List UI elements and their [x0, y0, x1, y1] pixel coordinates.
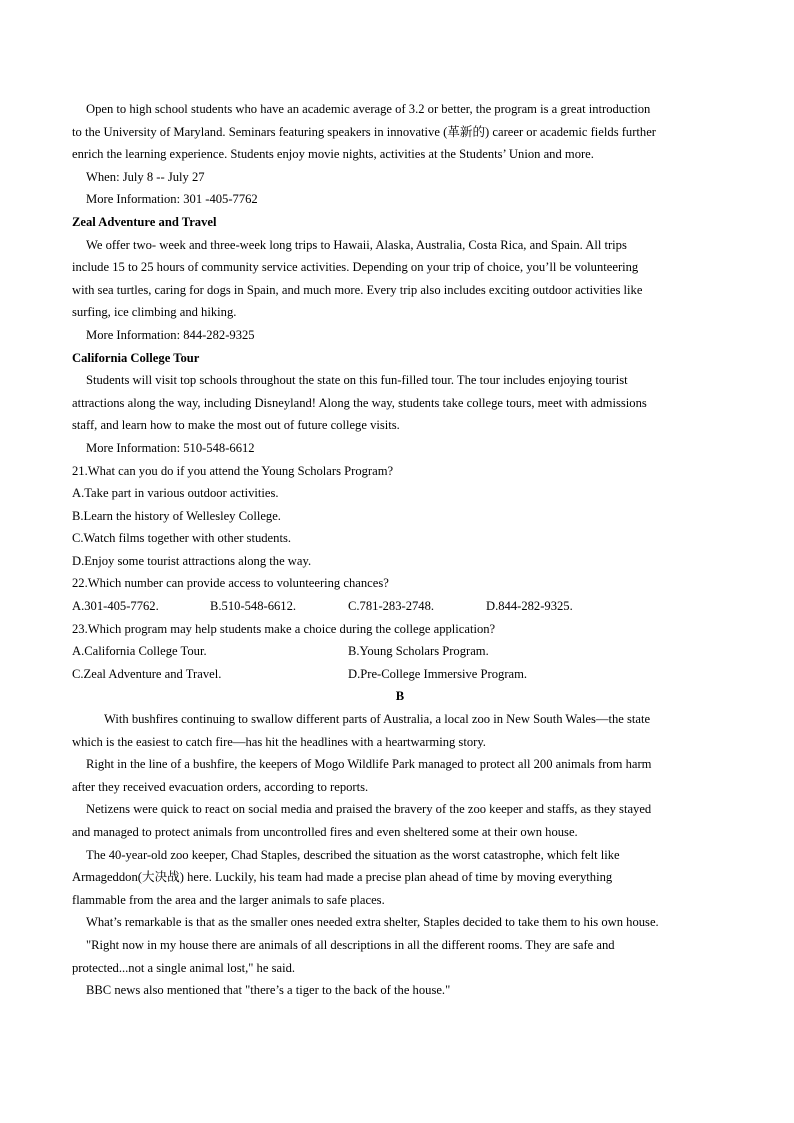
passage-text: With bushfires continuing to swallow different parts of Australia, a local zoo in New South Wales—the state: [104, 712, 651, 727]
passage-text: flammable from the area and the larger animals to safe places.: [72, 892, 385, 907]
passage-text: with sea turtles, caring for dogs in Spain, and much more. Every trip also includes exciting outdoor activities like: [72, 282, 643, 297]
section-label: B: [395, 689, 405, 704]
document-content: [72, 98, 728, 1002]
passage-text: We offer two- week and three-week long trips to Hawaii, Alaska, Australia, Costa Rica, and Spain. All trips: [86, 237, 627, 252]
passage-text: which is the easiest to catch fire—has hit the headlines with a heartwarming story.: [72, 734, 486, 749]
answer-options-row: [72, 595, 728, 618]
passage-text: after they received evacuation orders, according to reports.: [72, 779, 369, 794]
passage-text: attractions along the way, including Disneyland! Along the way, students take college tours, meet with admissions: [72, 395, 647, 410]
contact-info: More Information: 301 -405-7762: [86, 192, 258, 207]
program-heading: California College Tour: [72, 350, 200, 365]
answer-option: D.844-282-9325.: [486, 599, 573, 614]
passage-text: Armageddon(大决战) here. Luckily, his team had made a precise plan ahead of time by moving everything: [72, 870, 613, 885]
answer-option: C.781-283-2748.: [348, 599, 435, 614]
program-dates: When: July 8 -- July 27: [86, 169, 205, 184]
question-21: 21.What can you do if you attend the Young Scholars Program?: [72, 463, 394, 478]
answer-options-row: [72, 663, 728, 686]
passage-text: include 15 to 25 hours of community service activities. Depending on your trip of choice, you’ll be volunteering: [72, 260, 639, 275]
answer-option: C.Watch films together with other students.: [72, 531, 291, 546]
passage-text: "Right now in my house there are animals of all descriptions in all the different rooms. They are safe and: [86, 937, 615, 952]
passage-text: The 40-year-old zoo keeper, Chad Staples, described the situation as the worst catastrophe, which felt like: [86, 847, 620, 862]
contact-info: More Information: 844-282-9325: [86, 327, 255, 342]
answer-option: C.Zeal Adventure and Travel.: [72, 666, 222, 681]
passage-text: staff, and learn how to make the most out of future college visits.: [72, 418, 400, 433]
passage-text: What’s remarkable is that as the smaller ones needed extra shelter, Staples decided to take them to his own house.: [86, 915, 659, 930]
answer-option: D.Enjoy some tourist attractions along the way.: [72, 553, 312, 568]
passage-text: to the University of Maryland. Seminars featuring speakers in innovative (革新的) career or academic fields further: [72, 124, 657, 139]
answer-option: B.510-548-6612.: [210, 599, 297, 614]
answer-option: B.Learn the history of Wellesley College.: [72, 508, 281, 523]
answer-option: A.Take part in various outdoor activities.: [72, 486, 279, 501]
passage-text: Netizens were quick to react on social media and praised the bravery of the zoo keeper and staffs, as they stayed: [86, 802, 652, 817]
answer-option: B.Young Scholars Program.: [348, 644, 489, 659]
answer-option: A.301-405-7762.: [72, 599, 159, 614]
question-23: 23.Which program may help students make a choice during the college application?: [72, 621, 496, 636]
answer-option: D.Pre-College Immersive Program.: [348, 666, 528, 681]
answer-options-row: [72, 640, 728, 663]
passage-text: surfing, ice climbing and hiking.: [72, 305, 237, 320]
passage-text: Right in the line of a bushfire, the keepers of Mogo Wildlife Park managed to protect all 200 animals from harm: [86, 757, 652, 772]
passage-text: enrich the learning experience. Students enjoy movie nights, activities at the Students’ Union and more.: [72, 147, 594, 162]
passage-text: Students will visit top schools throughout the state on this fun-filled tour. The tour includes enjoying tourist: [86, 373, 628, 388]
answer-option: A.California College Tour.: [72, 644, 207, 659]
passage-text: and managed to protect animals from uncontrolled fires and even sheltered some at their own house.: [72, 825, 578, 839]
passage-text: Open to high school students who have an academic average of 3.2 or better, the program is a great introduction: [86, 102, 651, 116]
passage-text: BBC news also mentioned that "there’s a tiger to the back of the house.": [86, 983, 451, 998]
passage-text: protected...not a single animal lost," he said.: [72, 960, 296, 975]
contact-info: More Information: 510-548-6612: [86, 440, 255, 455]
question-22: 22.Which number can provide access to volunteering chances?: [72, 576, 389, 591]
program-heading: Zeal Adventure and Travel: [72, 214, 217, 229]
